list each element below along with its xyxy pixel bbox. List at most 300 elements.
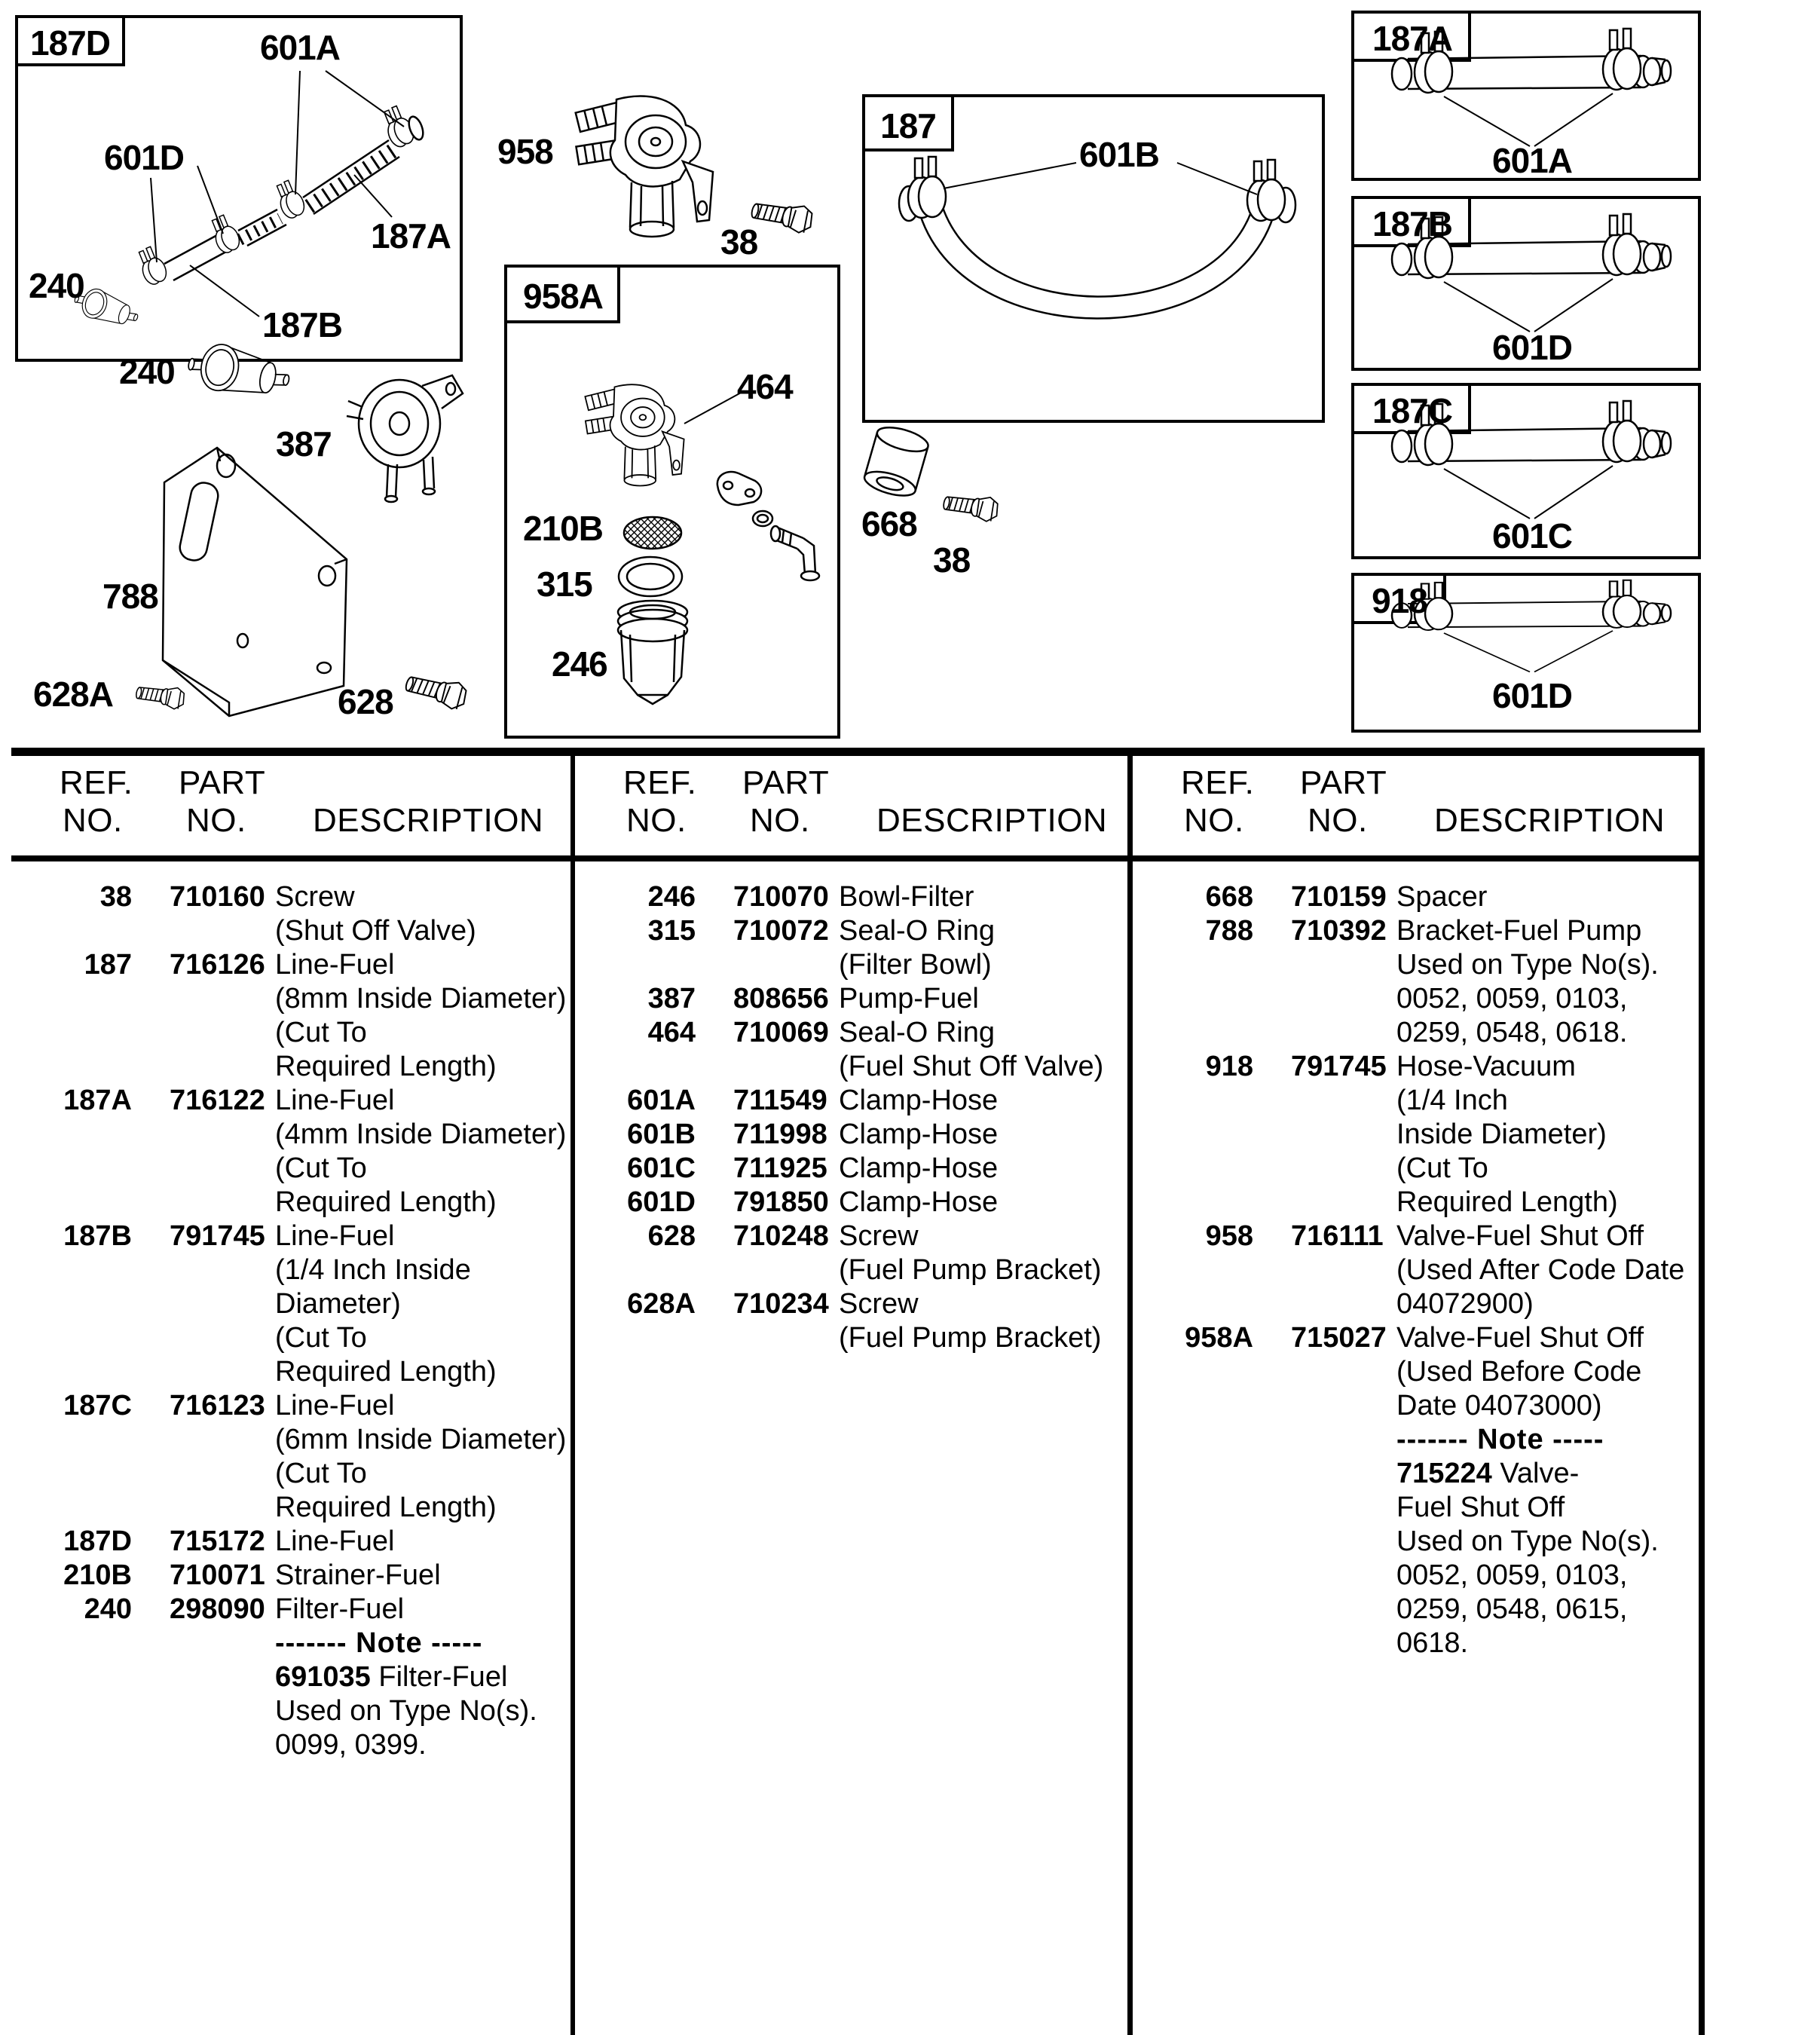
callout-601d-boxed-b: 601D [1492, 328, 1572, 367]
callout-246: 246 [552, 644, 607, 684]
leader-601d [151, 166, 223, 262]
table-row [19, 1355, 569, 1389]
screw-drawing-38-top [750, 194, 815, 235]
part-no [170, 1287, 275, 1321]
description: (4mm Inside Diameter) [275, 1118, 567, 1150]
table-row [19, 1593, 569, 1626]
part-no: 791745 [1291, 1051, 1387, 1082]
ref-no [583, 948, 696, 982]
table-row [583, 1219, 1125, 1253]
part-no [1291, 948, 1396, 982]
part-no [170, 1118, 275, 1152]
part-no [1291, 1626, 1396, 1660]
part-no: 711925 [733, 1152, 827, 1184]
ref-no [19, 1050, 132, 1084]
table-row [1140, 1491, 1696, 1525]
table-row [1140, 1593, 1696, 1626]
header-ref: REF. [1181, 764, 1255, 801]
part-no: 710392 [1291, 915, 1387, 947]
table-header-col2 [575, 760, 1127, 858]
part-no: 710072 [733, 915, 829, 947]
description: 691035 Filter-Fuel [275, 1661, 508, 1693]
ref-no [19, 1728, 132, 1762]
description: 04072900) [1396, 1288, 1534, 1320]
table-row [1140, 880, 1696, 914]
description: (Shut Off Valve) [275, 915, 476, 947]
ref-no [1140, 1559, 1253, 1593]
ref-no [1140, 982, 1253, 1016]
ref-no: 38 [99, 881, 132, 913]
table-row [19, 1694, 569, 1728]
ref-no: 187B [63, 1220, 132, 1252]
ref-no: 788 [1205, 915, 1253, 947]
callout-601b: 601B [1079, 135, 1159, 174]
ref-no: 387 [647, 983, 696, 1014]
header-no: NO. [186, 802, 246, 839]
description: Pump-Fuel [839, 983, 979, 1014]
table-row [1140, 1559, 1696, 1593]
header-no: NO. [1184, 802, 1244, 839]
table-row [1140, 1118, 1696, 1152]
part-no [170, 1728, 275, 1762]
table-row [19, 880, 569, 914]
table-row [19, 982, 569, 1016]
callout-187b: 187B [262, 305, 342, 344]
part-no: 716122 [170, 1085, 265, 1116]
description: (Used Before Code [1396, 1356, 1642, 1388]
part-no [170, 1355, 275, 1389]
table-row [19, 1118, 569, 1152]
ref-no: 210B [63, 1559, 132, 1591]
description: Strainer-Fuel [275, 1559, 441, 1591]
description: Required Length) [275, 1492, 497, 1523]
callout-464: 464 [737, 367, 793, 406]
description: Required Length) [275, 1186, 497, 1218]
header-no: NO. [1308, 802, 1368, 839]
ref-no [1140, 948, 1253, 982]
part-no: 710069 [733, 1017, 829, 1048]
part-no: 710070 [733, 881, 829, 913]
part-no-inline: 715224 [1396, 1458, 1492, 1489]
part-no [1291, 1152, 1396, 1186]
part-no [170, 1694, 275, 1728]
ref-no [19, 1660, 132, 1694]
header-part: PART [179, 764, 266, 801]
table-row [1140, 1016, 1696, 1050]
description: (Cut To [275, 1017, 367, 1048]
description: (1/4 Inch [1396, 1085, 1508, 1116]
o-ring-drawing [619, 557, 682, 596]
description: Line-Fuel [275, 1390, 395, 1421]
callout-958: 958 [497, 132, 553, 171]
header-description: DESCRIPTION [1434, 802, 1666, 839]
callout-628a: 628A [33, 675, 113, 714]
description: Clamp-Hose [839, 1152, 999, 1184]
header-part: PART [1300, 764, 1387, 801]
callout-601a-boxed: 601A [1492, 141, 1572, 180]
callout-315: 315 [537, 565, 592, 604]
header-ref: REF. [623, 764, 697, 801]
table-row [583, 1118, 1125, 1152]
table-row [583, 1253, 1125, 1287]
description: 0099, 0399. [275, 1729, 427, 1761]
description: (Cut To [275, 1152, 367, 1184]
description: 0052, 0059, 0103, [1396, 1559, 1628, 1591]
description: Screw [839, 1220, 919, 1252]
ref-no [583, 1050, 696, 1084]
figure-label-187d: 187D [30, 23, 110, 63]
description: 715224 Valve- [1396, 1458, 1580, 1489]
ref-no: 601D [627, 1186, 696, 1218]
table-header-col1 [11, 760, 570, 858]
table-row [19, 1152, 569, 1186]
table-row [583, 914, 1125, 948]
part-no: 716126 [170, 949, 265, 981]
table-row [583, 982, 1125, 1016]
table-row [1140, 1152, 1696, 1186]
header-description: DESCRIPTION [876, 802, 1108, 839]
ref-no [19, 1457, 132, 1491]
table-row [1140, 1287, 1696, 1321]
ref-no [1140, 1016, 1253, 1050]
ref-no: 918 [1205, 1051, 1253, 1082]
description: Clamp-Hose [839, 1118, 999, 1150]
screw-drawing-628 [403, 668, 469, 712]
table-row [19, 1186, 569, 1219]
callout-240-mid: 240 [119, 352, 175, 391]
part-no [1291, 982, 1396, 1016]
leader-187b [190, 265, 259, 317]
table-row [583, 1287, 1125, 1321]
ref-no [19, 1152, 132, 1186]
callout-210b: 210B [523, 509, 603, 548]
part-no [1291, 1423, 1396, 1457]
table-row [19, 1050, 569, 1084]
valve-drawing-958a [585, 384, 684, 485]
table-row [1140, 1253, 1696, 1287]
part-no [1291, 1525, 1396, 1559]
description: Required Length) [1396, 1186, 1618, 1218]
description: Valve-Fuel Shut Off [1396, 1322, 1644, 1354]
o-ring-small-drawing [753, 511, 772, 526]
description: (Filter Bowl) [839, 949, 992, 981]
part-no [1291, 1186, 1396, 1219]
ref-no: 240 [84, 1593, 132, 1625]
table-row [1140, 1355, 1696, 1389]
fuel-pump-bracket-drawing [163, 448, 347, 716]
table-row [1140, 1050, 1696, 1084]
figure-label-187: 187 [880, 106, 936, 145]
part-no [1291, 1253, 1396, 1287]
table-row [1140, 1626, 1696, 1660]
table-row [19, 914, 569, 948]
callout-601d-boxed-918: 601D [1492, 676, 1572, 715]
description: ------- Note ----- [275, 1627, 483, 1659]
figure-label-187b-box: 187B [1372, 204, 1452, 243]
table-row [583, 1016, 1125, 1050]
description: Screw [275, 881, 355, 913]
part-no [733, 1253, 839, 1287]
gasket-drawing [717, 472, 761, 505]
ref-no: 187A [63, 1085, 132, 1116]
table-row [19, 1423, 569, 1457]
ref-no [19, 1694, 132, 1728]
callout-38-top: 38 [720, 222, 758, 262]
table-row [583, 1321, 1125, 1355]
screw-drawing-38-mid [942, 488, 1000, 523]
part-no [170, 1660, 275, 1694]
ref-no [583, 1321, 696, 1355]
header-part: PART [742, 764, 830, 801]
part-no [1291, 1559, 1396, 1593]
callout-601d: 601D [104, 138, 184, 177]
ref-no: 601B [627, 1118, 696, 1150]
table-row [19, 1728, 569, 1762]
part-no [170, 1457, 275, 1491]
ref-no [19, 1016, 132, 1050]
part-no: 791850 [733, 1186, 829, 1218]
table-row [583, 948, 1125, 982]
table-top-border [11, 748, 1705, 756]
part-no-inline: 691035 [275, 1661, 371, 1693]
fuel-hose-drawing [899, 157, 1295, 319]
description: 0618. [1396, 1627, 1469, 1659]
description: Clamp-Hose [839, 1186, 999, 1218]
part-no [1291, 1084, 1396, 1118]
table-row [583, 1084, 1125, 1118]
ref-no [19, 1186, 132, 1219]
description: Bracket-Fuel Pump [1396, 915, 1642, 947]
ref-no [1140, 1186, 1253, 1219]
part-no: 710248 [733, 1220, 829, 1252]
description: Line-Fuel [275, 1085, 395, 1116]
ref-no [1140, 1355, 1253, 1389]
table-row [583, 880, 1125, 914]
figure-label-958a: 958A [523, 277, 603, 316]
ref-no [1140, 1457, 1253, 1491]
ref-no [19, 1321, 132, 1355]
table-row [1140, 1084, 1696, 1118]
ref-no: 958A [1185, 1322, 1253, 1354]
description: 0259, 0548, 0618. [1396, 1017, 1628, 1048]
description: Fuel Shut Off [1396, 1492, 1565, 1523]
table-row [19, 1389, 569, 1423]
table-row [1140, 1423, 1696, 1457]
filter-bowl-drawing [618, 601, 687, 704]
table-row [1140, 948, 1696, 982]
table-row [583, 1050, 1125, 1084]
part-no [170, 1491, 275, 1525]
description: Filter-Fuel [275, 1593, 405, 1625]
table-row [19, 1559, 569, 1593]
description: Line-Fuel [275, 1220, 395, 1252]
part-no: 716111 [1291, 1220, 1384, 1252]
ref-no [1140, 1118, 1253, 1152]
description: 0052, 0059, 0103, [1396, 983, 1628, 1014]
header-no: NO. [63, 802, 123, 839]
ref-no [1140, 1423, 1253, 1457]
description: Required Length) [275, 1356, 497, 1388]
part-no [733, 1050, 839, 1084]
description: Valve-Fuel Shut Off [1396, 1220, 1644, 1252]
table-row [19, 1287, 569, 1321]
table-row [19, 1660, 569, 1694]
ref-no [1140, 1525, 1253, 1559]
table-row [19, 1084, 569, 1118]
callout-668: 668 [861, 504, 917, 543]
callout-38-mid: 38 [933, 540, 971, 580]
ref-no: 246 [647, 881, 696, 913]
fuel-strainer-drawing [624, 517, 681, 549]
ref-no [583, 1253, 696, 1287]
description: (Fuel Shut Off Valve) [839, 1051, 1104, 1082]
ref-no: 187D [63, 1525, 132, 1557]
outlet-elbow-drawing [771, 526, 819, 580]
part-no: 710159 [1291, 881, 1387, 913]
part-no [170, 982, 275, 1016]
callout-788: 788 [102, 577, 158, 616]
table-row [19, 1626, 569, 1660]
table-header-col3 [1133, 760, 1699, 858]
table-row [583, 1186, 1125, 1219]
ref-no [19, 1287, 132, 1321]
header-description: DESCRIPTION [313, 802, 544, 839]
box-187d [17, 17, 461, 360]
part-no [733, 1321, 839, 1355]
table-row [1140, 1457, 1696, 1491]
ref-no: 601A [627, 1085, 696, 1116]
leader-187a [354, 175, 392, 217]
table-row [19, 1525, 569, 1559]
ref-no [19, 914, 132, 948]
part-no [1291, 1593, 1396, 1626]
ref-no [1140, 1253, 1253, 1287]
ref-no: 958 [1205, 1220, 1253, 1252]
table-row [19, 1016, 569, 1050]
table-row [19, 948, 569, 982]
callout-187a: 187A [371, 216, 451, 256]
part-no: 298090 [170, 1593, 265, 1625]
description: Used on Type No(s). [1396, 949, 1659, 981]
ref-no [19, 982, 132, 1016]
part-no [170, 1016, 275, 1050]
description: (Cut To [275, 1458, 367, 1489]
part-no [170, 1321, 275, 1355]
header-ref: REF. [60, 764, 133, 801]
description: (Fuel Pump Bracket) [839, 1254, 1102, 1286]
ref-no: 315 [647, 915, 696, 947]
part-no [1291, 1118, 1396, 1152]
ref-no: 668 [1205, 881, 1253, 913]
table-row [19, 1253, 569, 1287]
description: Line-Fuel [275, 1525, 395, 1557]
description: (Cut To [275, 1322, 367, 1354]
part-no [170, 1050, 275, 1084]
table-row [1140, 982, 1696, 1016]
figure-label-187a-box: 187A [1372, 19, 1452, 58]
table-row [19, 1219, 569, 1253]
callout-387: 387 [276, 424, 332, 464]
description: ------- Note ----- [1396, 1424, 1604, 1455]
part-no [170, 1423, 275, 1457]
ref-no [1140, 1593, 1253, 1626]
callout-601a: 601A [260, 28, 340, 67]
header-no: NO. [750, 802, 810, 839]
description: Date 04073000) [1396, 1390, 1602, 1421]
callout-601c-boxed: 601C [1492, 516, 1572, 555]
table-row [1140, 1389, 1696, 1423]
table-row [19, 1491, 569, 1525]
table-right-border [1699, 748, 1705, 2035]
table-row [1140, 914, 1696, 948]
ref-no [19, 1491, 132, 1525]
description: Line-Fuel [275, 949, 395, 981]
description: (Used After Code Date [1396, 1254, 1685, 1286]
table-row [19, 1457, 569, 1491]
fuel-filter-drawing [185, 338, 293, 405]
ref-no: 187C [63, 1390, 132, 1421]
table-divider-1 [570, 748, 575, 2035]
leader-464 [684, 392, 742, 424]
ref-no [1140, 1389, 1253, 1423]
description: Screw [839, 1288, 919, 1320]
table-row [1140, 1525, 1696, 1559]
ref-no [1140, 1084, 1253, 1118]
ref-no [1140, 1491, 1253, 1525]
header-no: NO. [626, 802, 687, 839]
description: Seal-O Ring [839, 915, 995, 947]
part-no: 710071 [170, 1559, 265, 1591]
description: Bowl-Filter [839, 881, 974, 913]
part-no [170, 914, 275, 948]
screw-drawing-628a [135, 680, 186, 711]
ref-no: 187 [84, 949, 132, 981]
callout-628: 628 [338, 682, 393, 721]
table-column-3 [1140, 880, 1696, 1660]
table-row [1140, 1321, 1696, 1355]
description: Spacer [1396, 881, 1488, 913]
part-no [170, 1186, 275, 1219]
ref-no [1140, 1287, 1253, 1321]
part-no [170, 1152, 275, 1186]
description: (1/4 Inch Inside [275, 1254, 471, 1286]
part-no: 716123 [170, 1390, 265, 1421]
part-no: 710160 [170, 881, 265, 913]
ref-no [1140, 1152, 1253, 1186]
description: Clamp-Hose [839, 1085, 999, 1116]
callout-240: 240 [29, 266, 84, 305]
part-no [170, 1626, 275, 1660]
part-no: 710234 [733, 1288, 829, 1320]
description: Used on Type No(s). [1396, 1525, 1659, 1557]
table-row [19, 1321, 569, 1355]
table-column-2 [583, 880, 1125, 1355]
table-row [583, 1152, 1125, 1186]
ref-no [19, 1355, 132, 1389]
description: Seal-O Ring [839, 1017, 995, 1048]
ref-no [19, 1626, 132, 1660]
ref-no [19, 1253, 132, 1287]
ref-no [1140, 1626, 1253, 1660]
description: Hose-Vacuum [1396, 1051, 1576, 1082]
description: Required Length) [275, 1051, 497, 1082]
figure-label-918-box: 918 [1372, 581, 1427, 620]
description: 0259, 0548, 0615, [1396, 1593, 1628, 1625]
table-divider-2 [1127, 748, 1133, 2035]
table-row [1140, 1219, 1696, 1253]
description: (8mm Inside Diameter) [275, 983, 567, 1014]
ref-no [19, 1423, 132, 1457]
